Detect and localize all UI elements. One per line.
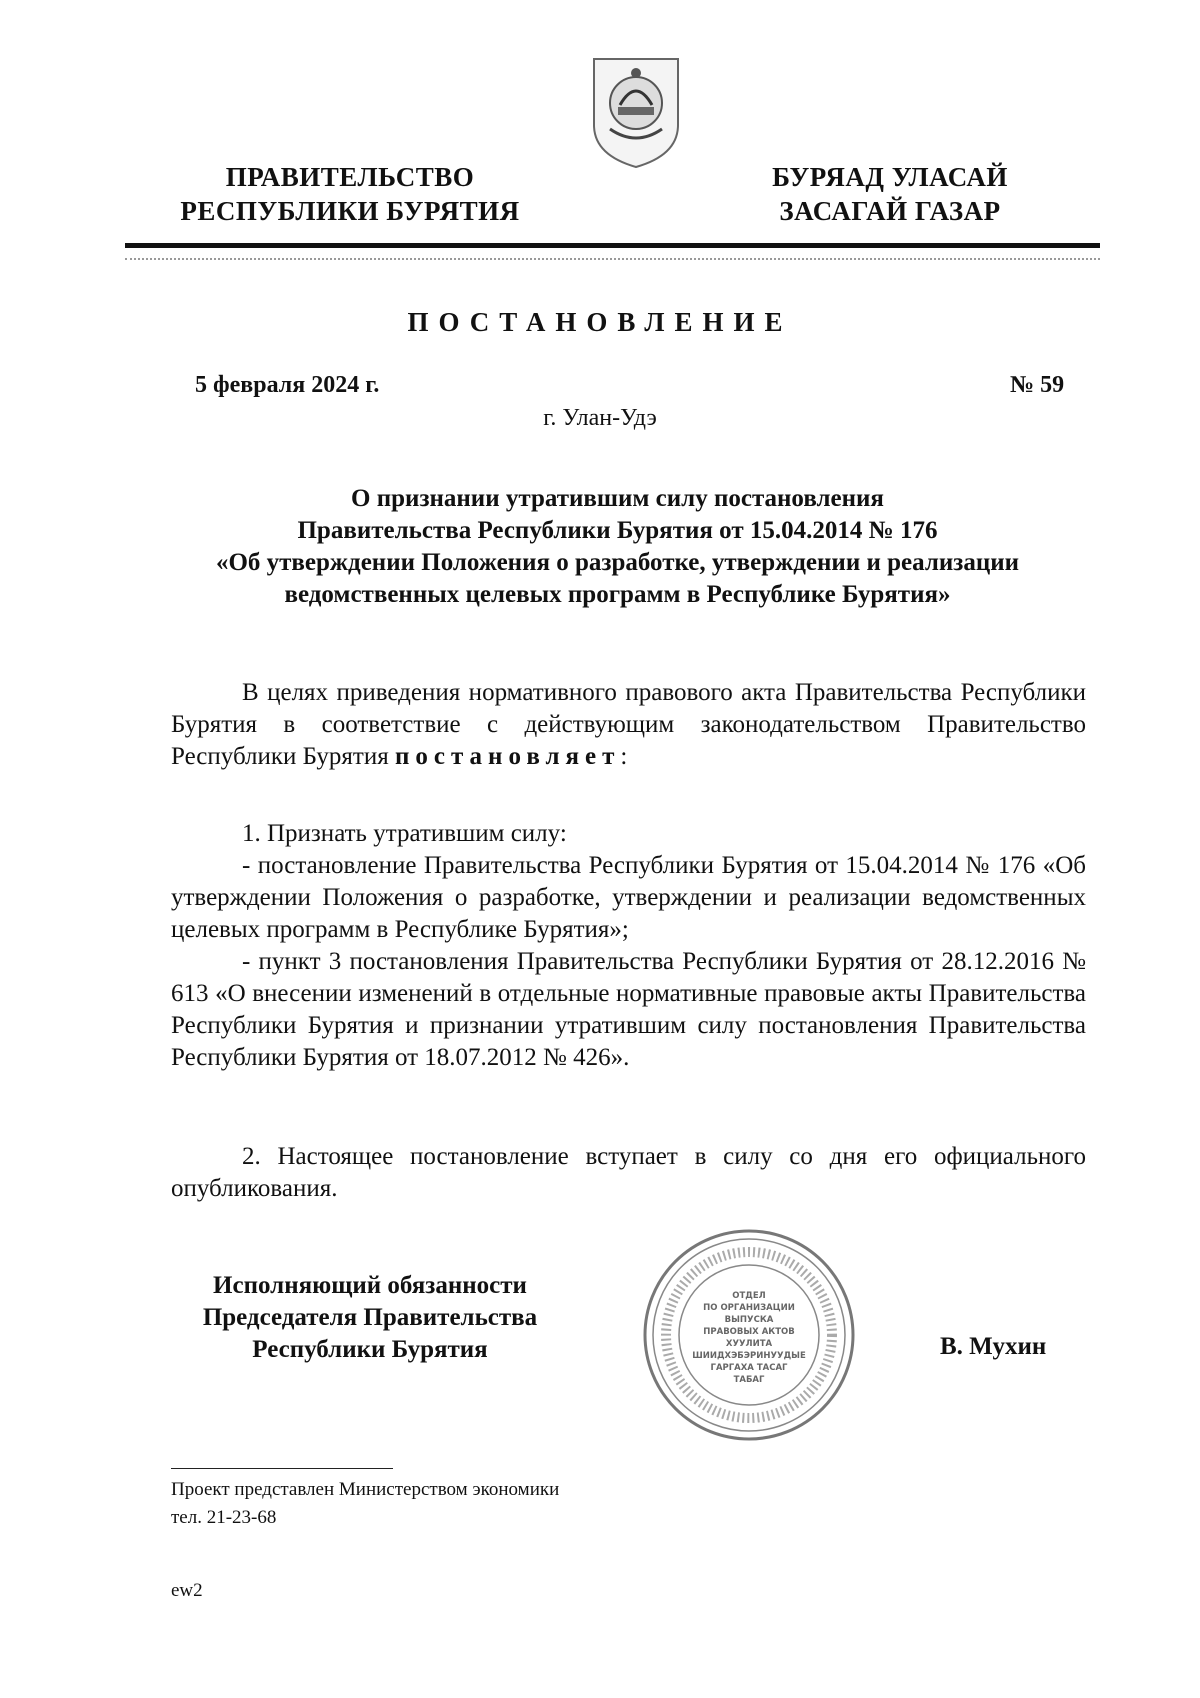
header-line: ЗАСАГАЙ ГАЗАР [779, 196, 1001, 226]
government-header-ru [150, 160, 550, 228]
signer-title-line: Исполняющий обязанности [213, 1272, 527, 1299]
footnote-phone: тел. 21-23-68 [171, 1507, 277, 1528]
stamp-text: ПРАВОВЫХ АКТОВ [703, 1327, 795, 1337]
document-code: ew2 [171, 1580, 203, 1601]
stamp-text: ВЫПУСКА [724, 1315, 774, 1325]
signer-name: В. Мухин [940, 1333, 1047, 1360]
signer-title-line: Председателя Правительства [202, 1304, 538, 1331]
stamp-text: ОТДЕЛ [732, 1291, 766, 1301]
item-2 [171, 1141, 1086, 1205]
document-date: 5 февраля 2024 г. [195, 372, 380, 398]
title-line: ведомственных целевых программ в Республике Бурятия» [284, 581, 951, 608]
document-type: ПОСТАНОВЛЕНИЕ [407, 307, 793, 337]
item-1-text: 1. Признать утратившим силу: [242, 820, 567, 847]
bullet-text: - пункт 3 постановления Правительства Республики Бурятия от 28.12.2016 № 613 «О внесении изменений в отдельные нормативные правовые акты Правительства Республики Бурятия и признании утратившим силу постановления Правительства Республики Бурятия от 18.07.2012 № 426». [171, 948, 1086, 1071]
item-1-bullet-2 [171, 946, 1086, 1074]
stamp-text: ПО ОРГАНИЗАЦИИ [703, 1303, 795, 1313]
title-line: О признании утратившим силу постановления [351, 485, 884, 512]
stamp-text: ТАБАГ [733, 1375, 765, 1385]
bullet-text: - постановление Правительства Республики Бурятия от 15.04.2014 № 176 «Об утверждении Положения о разработке, утверждении и реализации ведомственных целевых программ в Республике Бурятия»; [171, 852, 1086, 943]
footnote-divider [171, 1468, 393, 1469]
document-number: № 59 [1010, 372, 1065, 398]
signer-title [150, 1270, 590, 1366]
item-2-text: 2. Настоящее постановление вступает в силу со дня его официального опубликования. [171, 1143, 1086, 1202]
header-line: БУРЯАД УЛАСАЙ [772, 162, 1008, 192]
title-line: Правительства Республики Бурятия от 15.04.2014 № 176 [297, 517, 938, 544]
title-line: «Об утверждении Положения о разработке, утверждении и реализации [215, 549, 1020, 576]
stamp-text: ГАРГАХА ТАСАГ [710, 1363, 788, 1373]
header-line: РЕСПУБЛИКИ БУРЯТИЯ [180, 196, 520, 226]
stamp-text: ШИИДХЭБЭРИНУУДЫЕ [692, 1351, 806, 1361]
preamble-verb: постановляет [394, 743, 621, 770]
signer-title-line: Республики Бурятия [252, 1336, 488, 1363]
official-stamp-icon [642, 1228, 856, 1442]
document-title [150, 483, 1085, 611]
stamp-text: ХУУЛИТА [725, 1339, 773, 1349]
coat-of-arms-icon [590, 55, 682, 170]
footnote-note: Проект представлен Министерством экономики [171, 1479, 560, 1500]
header-divider-thick [125, 243, 1100, 248]
footnote [171, 1476, 559, 1532]
government-header-bua [740, 160, 1040, 228]
preamble-text: В целях приведения нормативного правового акта Правительства Республики Бурятия в соответствие с действующим законодательством Правительство Республики Бурятия [171, 679, 1086, 770]
item-1-bullet-1 [171, 850, 1086, 946]
document-city: г. Улан-Удэ [543, 405, 657, 431]
preamble-end: : [620, 743, 628, 770]
header-divider-dotted [125, 258, 1100, 260]
header-line: ПРАВИТЕЛЬСТВО [225, 162, 475, 192]
preamble-paragraph [171, 677, 1086, 773]
item-1-lead [171, 818, 1086, 850]
